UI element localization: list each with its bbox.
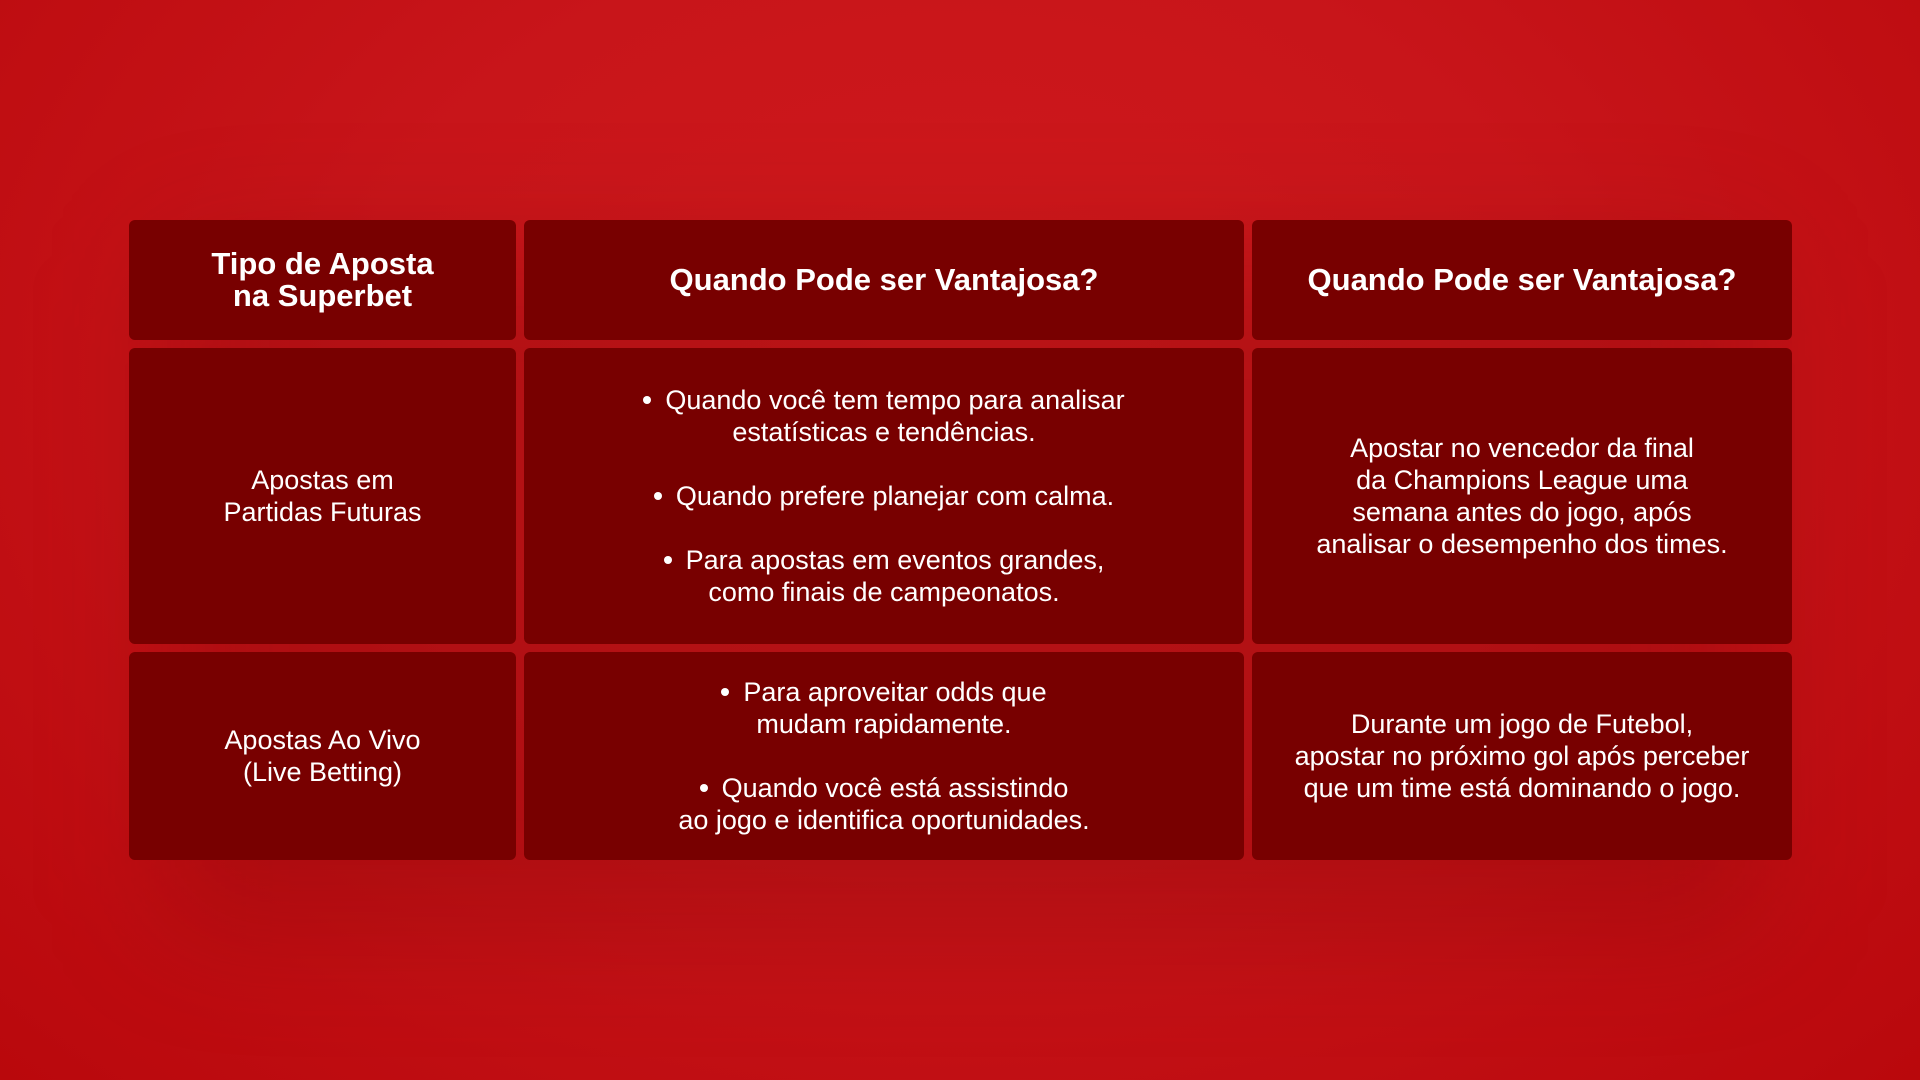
bullet-text: Quando prefere planejar com calma. [675, 481, 1115, 511]
bullet-item [678, 772, 1089, 836]
example-line: Apostar no vencedor da final [1350, 433, 1694, 463]
example-line: analisar o desempenho dos times. [1316, 529, 1728, 559]
bullet-text-continued: estatísticas e tendências. [732, 417, 1036, 447]
bullet-dot-icon [700, 784, 708, 792]
row-2-when-list [524, 652, 1244, 860]
bullet-dot-icon [721, 688, 729, 696]
bullet-item [643, 544, 1124, 608]
bullet-item [643, 384, 1124, 448]
row-1-example [1252, 348, 1792, 644]
bullet-dot-icon [664, 556, 672, 564]
bullet-text: Para apostas em eventos grandes, [685, 545, 1105, 575]
header-line: Quando Pode ser Vantajosa? [1307, 262, 1737, 297]
bullet-text: Quando você tem tempo para analisar [665, 385, 1125, 415]
header-line: Tipo de Aposta [211, 246, 434, 281]
bet-type-line: Apostas Ao Vivo [224, 725, 421, 755]
bullet-text-continued: mudam rapidamente. [756, 709, 1012, 739]
bullet-list [643, 384, 1124, 608]
bullet-text: Quando você está assistindo [721, 773, 1069, 803]
example-line: da Champions League uma [1356, 465, 1688, 495]
header-line: Quando Pode ser Vantajosa? [669, 262, 1099, 297]
row-1-when-list [524, 348, 1244, 644]
bet-type-line: Partidas Futuras [223, 497, 422, 527]
bullet-item [643, 480, 1124, 512]
bullet-dot-icon [654, 492, 662, 500]
betting-types-table [129, 220, 1792, 860]
example-line: Durante um jogo de Futebol, [1350, 709, 1694, 739]
bullet-text-continued: ao jogo e identifica oportunidades. [678, 805, 1090, 835]
example-line: apostar no próximo gol após perceber [1294, 741, 1750, 771]
bullet-dot-icon [643, 396, 651, 404]
example-line: que um time está dominando o jogo. [1303, 773, 1741, 803]
bullet-text-continued: como finais de campeonatos. [708, 577, 1060, 607]
bet-type-line: Apostas em [251, 465, 394, 495]
bet-type-line: (Live Betting) [242, 757, 403, 787]
row-1-bet-type [129, 348, 516, 644]
row-2-bet-type [129, 652, 516, 860]
header-cell-when-advantageous [524, 220, 1244, 340]
bullet-item [678, 676, 1089, 740]
header-cell-bet-type [129, 220, 516, 340]
bullet-list [678, 676, 1089, 836]
header-cell-when-advantageous-2 [1252, 220, 1792, 340]
bullet-text: Para aproveitar odds que [743, 677, 1047, 707]
example-line: semana antes do jogo, após [1352, 497, 1692, 527]
row-2-example [1252, 652, 1792, 860]
header-line: na Superbet [232, 278, 413, 313]
